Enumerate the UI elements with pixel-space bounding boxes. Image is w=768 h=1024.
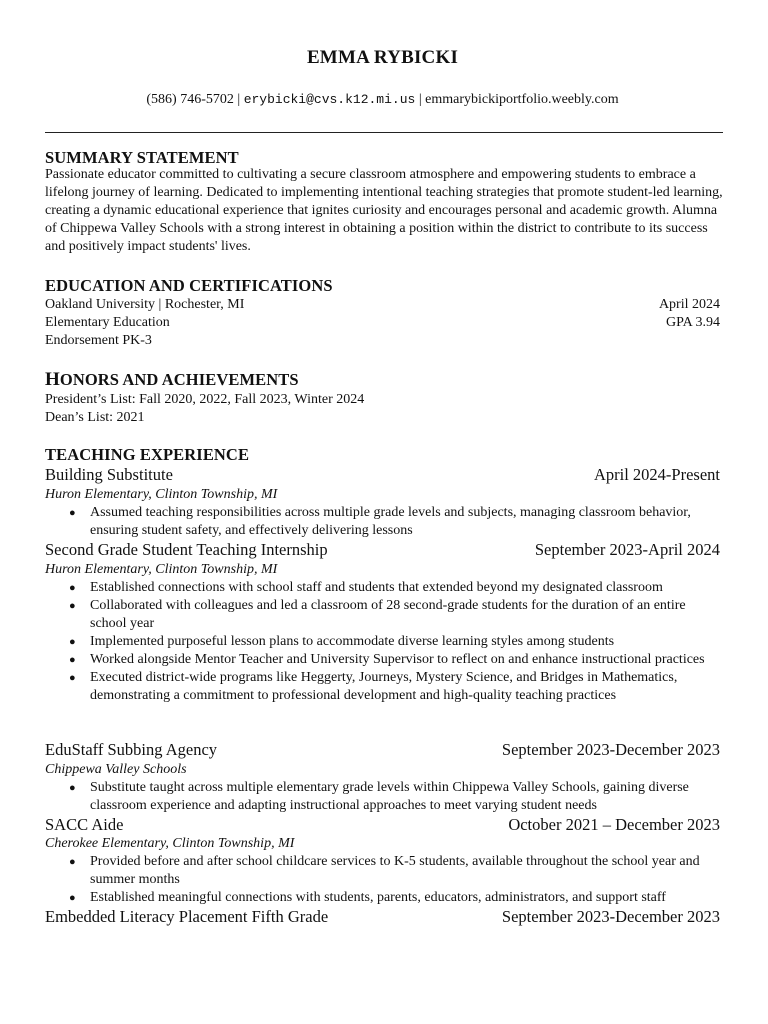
job-organization: Chippewa Valley Schools bbox=[45, 762, 187, 777]
job-bullet: ● Implemented purposeful lesson plans to accommodate diverse learning styles among students bbox=[69, 634, 615, 649]
job-organization: Huron Elementary, Clinton Township, MI bbox=[45, 487, 278, 502]
job-header bbox=[45, 540, 720, 560]
honors-heading: HONORS AND ACHIEVEMENTS bbox=[45, 369, 299, 390]
job-title: Embedded Literacy Placement Fifth Grade bbox=[45, 907, 329, 926]
contact-email: erybicki@cvs.k12.mi.us bbox=[243, 92, 416, 107]
job-header bbox=[45, 740, 720, 760]
job-bullet: ● Established meaningful connections with students, parents, educators, administrators, and support staff bbox=[69, 890, 666, 905]
bullet-icon: ● bbox=[69, 856, 76, 868]
bullet-icon: ● bbox=[69, 672, 76, 684]
job-bullet: ● Substitute taught across multiple elementary grade levels within Chippewa Valley Schools, gaining diverse classroom experience and adapting instructional approaches to meet varying student needs bbox=[69, 780, 689, 813]
job-title: EduStaff Subbing Agency bbox=[45, 740, 218, 759]
header-divider bbox=[45, 132, 723, 133]
job-dates: September 2023-April 2024 bbox=[534, 540, 720, 559]
job-dates: October 2021 – December 2023 bbox=[508, 815, 720, 834]
job-bullet: ● Assumed teaching responsibilities across multiple grade levels and subjects, managing classroom behavior, ensuring student safety, and effectively delivering lessons bbox=[69, 505, 691, 538]
contact-website: | emmarybickiportfolio.weebly.com bbox=[415, 92, 619, 107]
contact-phone: (586) 746-5702 | bbox=[146, 92, 244, 107]
job-bullet: ● Collaborated with colleagues and led a classroom of 28 second-grade students for the duration of an entire school year bbox=[69, 598, 686, 631]
job-title: Building Substitute bbox=[45, 465, 173, 484]
job-bullets bbox=[45, 504, 723, 540]
job-header bbox=[45, 815, 720, 835]
bullet-icon: ● bbox=[69, 600, 76, 612]
job-dates: September 2023-December 2023 bbox=[501, 907, 720, 926]
bullet-icon: ● bbox=[69, 892, 76, 904]
job-bullets bbox=[45, 853, 723, 907]
honors-item: President’s List: Fall 2020, 2022, Fall 2023, Winter 2024 bbox=[45, 392, 365, 407]
education-school: Oakland University | Rochester, MI bbox=[45, 297, 245, 312]
bullet-icon: ● bbox=[69, 636, 76, 648]
bullet-icon: ● bbox=[69, 507, 76, 519]
job-organization: Huron Elementary, Clinton Township, MI bbox=[45, 562, 278, 577]
summary-heading: SUMMARY STATEMENT bbox=[45, 148, 239, 167]
experience-heading: TEACHING EXPERIENCE bbox=[45, 445, 250, 464]
summary-text: Passionate educator committed to cultivating a secure classroom atmosphere and empowering students to embrace a lifelong journey of learning. Dedicated to implementing intentional teaching strategies that promote student-led learning, creating a dynamic educational experience that ignites curiosity and encourages personal and academic growth. Alumna of Chippewa Valley Schools with a strong interest in obtaining a position within the district to contribute to its success and positively impact students' lives. bbox=[45, 167, 723, 254]
job-header bbox=[45, 907, 720, 927]
job-title: SACC Aide bbox=[45, 815, 124, 834]
job-bullet: ● Executed district-wide programs like Heggerty, Journeys, Mystery Science, and Bridges in Mathematics, demonstrating a commitment to professional development and high-quality teaching practices bbox=[69, 670, 678, 703]
bullet-icon: ● bbox=[69, 582, 76, 594]
bullet-icon: ● bbox=[69, 782, 76, 794]
job-bullet: ● Provided before and after school childcare services to K-5 students, available throughout the school year and summer months bbox=[69, 854, 700, 887]
job-bullet: ● Worked alongside Mentor Teacher and University Supervisor to reflect on and enhance instructional practices bbox=[69, 652, 705, 667]
bullet-icon: ● bbox=[69, 654, 76, 666]
job-header bbox=[45, 465, 720, 485]
education-row bbox=[45, 296, 720, 314]
education-row bbox=[45, 332, 720, 350]
honors-item: Dean’s List: 2021 bbox=[45, 410, 145, 425]
job-title: Second Grade Student Teaching Internship bbox=[45, 540, 328, 559]
education-program: Elementary Education bbox=[45, 315, 170, 330]
education-row bbox=[45, 314, 720, 332]
job-bullet: ● Established connections with school staff and students that extended beyond my designated classroom bbox=[69, 580, 663, 595]
job-dates: April 2024-Present bbox=[593, 465, 720, 484]
job-organization: Cherokee Elementary, Clinton Township, MI bbox=[45, 836, 295, 851]
contact-line bbox=[45, 92, 720, 108]
education-heading: EDUCATION AND CERTIFICATIONS bbox=[45, 276, 333, 295]
job-bullets bbox=[45, 579, 723, 705]
job-bullets bbox=[45, 779, 723, 815]
education-endorsement: Endorsement PK-3 bbox=[45, 333, 152, 348]
education-date: April 2024 bbox=[658, 297, 720, 312]
education-gpa: GPA 3.94 bbox=[666, 315, 720, 330]
resume-name: EMMA RYBICKI bbox=[306, 47, 459, 68]
job-dates: September 2023-December 2023 bbox=[501, 740, 720, 759]
